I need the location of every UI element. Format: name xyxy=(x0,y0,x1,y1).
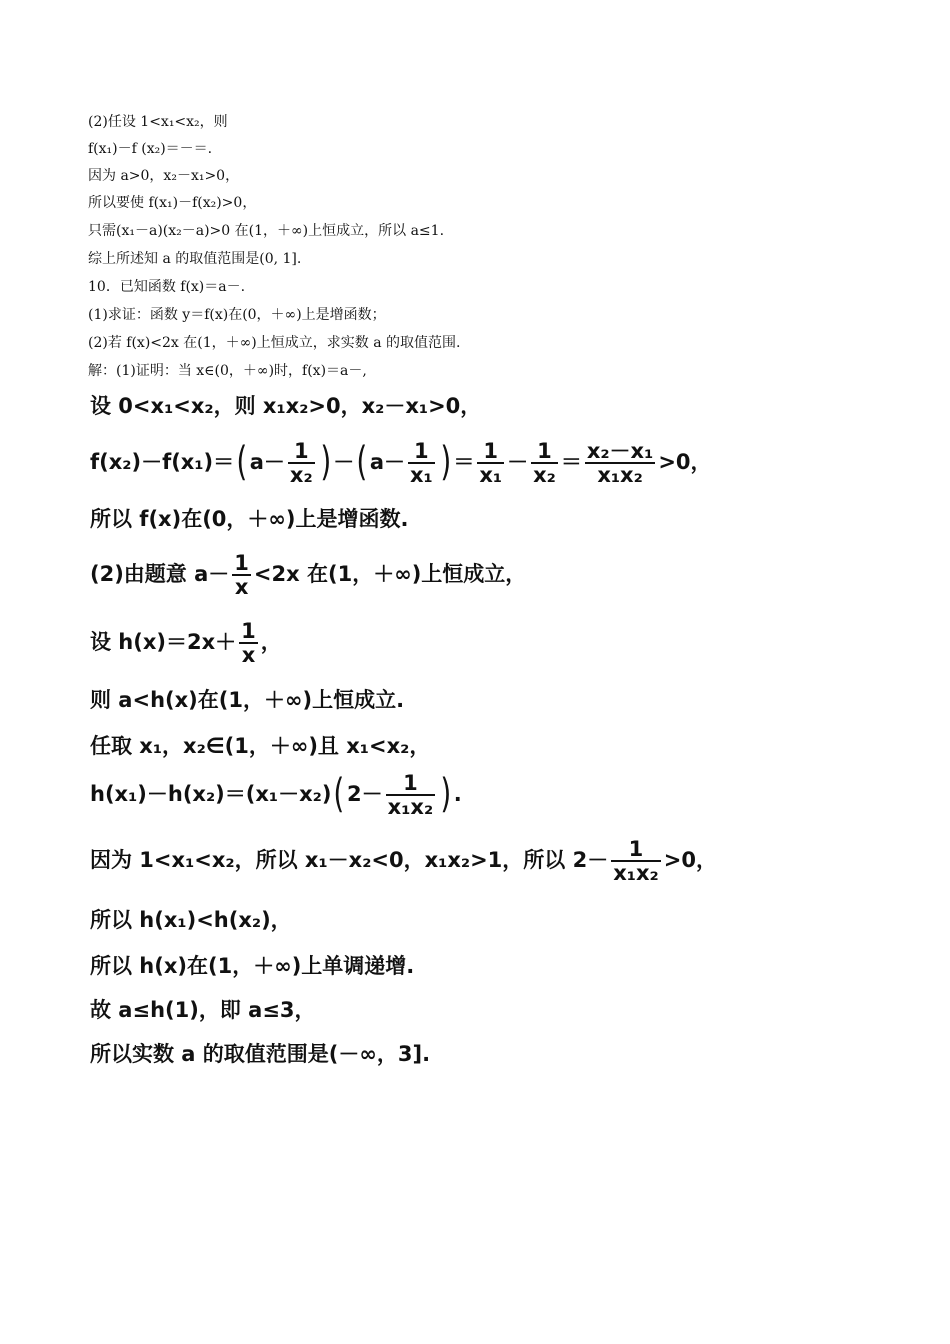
eq-text: ＝ xyxy=(560,450,582,475)
right-paren: ) xyxy=(440,439,451,486)
fraction xyxy=(386,772,436,818)
fraction xyxy=(477,440,504,486)
numerator: 1 xyxy=(234,551,249,575)
eq-text: ＝ xyxy=(453,450,475,475)
denominator: x₁ xyxy=(479,463,503,488)
eq-text: a－ xyxy=(369,450,405,475)
text-line: (2)任设 1<x₁<x₂，则 xyxy=(88,114,228,130)
fraction xyxy=(408,440,435,486)
eq-text: <2x 在(1，＋∞)上恒成立， xyxy=(253,562,527,587)
denominator: x₁x₂ xyxy=(585,462,656,486)
numerator: 1 xyxy=(241,619,256,643)
eq-text: >0， xyxy=(663,848,717,873)
denominator: x₁x₂ xyxy=(613,861,659,886)
solution-line xyxy=(90,620,282,666)
fraction xyxy=(531,440,558,486)
denominator: x xyxy=(239,642,258,666)
numerator: 1 xyxy=(403,771,418,795)
eq-text: a－ xyxy=(249,450,285,475)
solution-line: 所以 h(x₁)<h(x₂)， xyxy=(90,908,292,932)
eq-text: . xyxy=(453,782,462,807)
solution-equation xyxy=(90,772,462,818)
numerator: 1 xyxy=(483,439,498,463)
eq-text: 2－ xyxy=(347,782,383,807)
denominator: x xyxy=(232,574,251,598)
text-line: 因为 a>0，x₂－x₁>0， xyxy=(88,168,240,184)
eq-text: 因为 1<x₁<x₂，所以 x₁－x₂<0，x₁x₂>1，所以 2－ xyxy=(90,848,609,873)
eq-text: (2)由题意 a－ xyxy=(90,562,230,587)
solution-line: 所以 h(x)在(1，＋∞)上单调递增. xyxy=(90,954,415,978)
solution-conclusion: 所以实数 a 的取值范围是(－∞，3]. xyxy=(90,1042,431,1066)
eq-text: h(x₁)－h(x₂)＝(x₁－x₂) xyxy=(90,782,332,807)
fraction xyxy=(239,620,258,666)
right-paren: ) xyxy=(440,771,452,818)
text-line: 综上所述知 a 的取值范围是(0, 1]. xyxy=(88,251,302,267)
solution-line: 则 a<h(x)在(1，＋∞)上恒成立. xyxy=(90,688,405,712)
solution-line: 任取 x₁，x₂∈(1，＋∞)且 x₁<x₂， xyxy=(90,734,431,758)
numerator: 1 xyxy=(414,439,429,463)
fraction xyxy=(288,440,315,486)
eq-text: 设 h(x)＝2x＋ xyxy=(90,630,237,655)
right-paren: ) xyxy=(319,439,331,486)
text-line: 只需(x₁－a)(x₂－a)>0 在(1，＋∞)上恒成立，所以 a≤1. xyxy=(88,223,445,239)
eq-text: ， xyxy=(260,630,282,655)
problem-heading: 10．已知函数 f(x)＝a－. xyxy=(88,279,246,295)
solution-line: 故 a≤h(1)，即 a≤3， xyxy=(90,998,316,1022)
text-line: (1)求证：函数 y＝f(x)在(0，＋∞)上是增函数； xyxy=(88,307,386,323)
fraction xyxy=(585,440,656,486)
solution-line: 设 0<x₁<x₂，则 x₁x₂>0，x₂－x₁>0， xyxy=(90,394,482,418)
eq-text: － xyxy=(507,450,529,475)
text-line: f(x₁)－f (x₂)＝－＝. xyxy=(88,141,213,157)
denominator: x₂ xyxy=(533,463,556,488)
denominator: x₁ xyxy=(409,463,433,488)
text-line: 解：(1)证明：当 x∈(0，＋∞)时，f(x)＝a－, xyxy=(88,363,367,379)
fraction xyxy=(232,552,251,598)
solution-line xyxy=(90,838,717,884)
eq-text: － xyxy=(333,450,355,475)
eq-text: f(x₂)－f(x₁)＝ xyxy=(90,450,235,475)
text-line: (2)若 f(x)<2x 在(1，＋∞)上恒成立，求实数 a 的取值范围. xyxy=(88,335,461,351)
left-paren: ( xyxy=(356,439,368,486)
fraction xyxy=(611,838,661,884)
eq-text: >0， xyxy=(658,450,712,475)
solution-equation xyxy=(90,440,712,486)
denominator: x₂ xyxy=(289,463,313,488)
numerator: 1 xyxy=(628,837,644,861)
denominator: x₁x₂ xyxy=(387,795,434,820)
solution-line xyxy=(90,552,526,598)
numerator: x₂－x₁ xyxy=(586,439,654,463)
solution-line: 所以 f(x)在(0，＋∞)上是增函数. xyxy=(90,507,409,531)
numerator: 1 xyxy=(537,439,552,463)
numerator: 1 xyxy=(293,439,309,463)
left-paren: ( xyxy=(333,771,345,818)
text-line: 所以要使 f(x₁)－f(x₂)>0， xyxy=(88,195,257,211)
left-paren: ( xyxy=(236,439,248,486)
